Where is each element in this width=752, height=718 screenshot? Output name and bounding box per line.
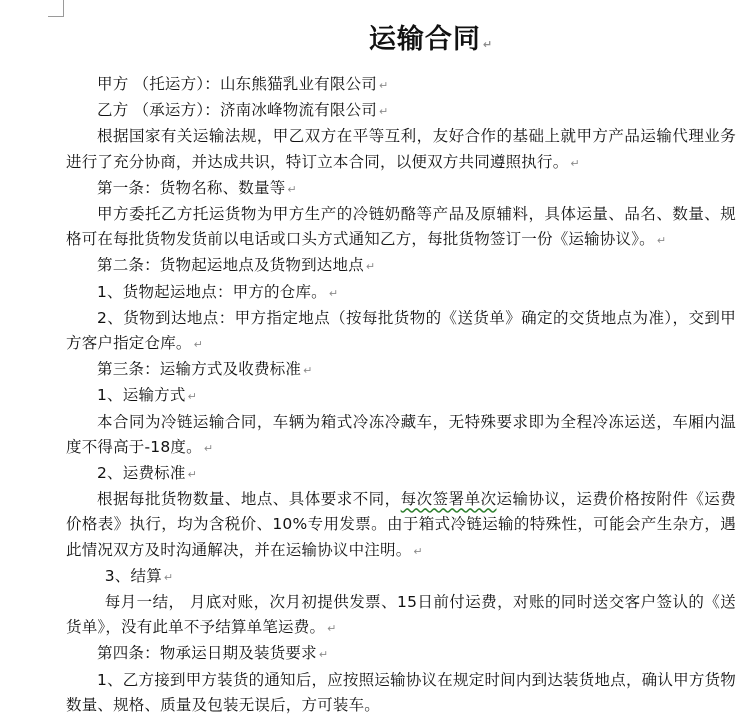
subheading-settlement: 3、结算 ↵ [104,566,174,585]
document-title: 运输合同 ↵ [368,24,494,55]
spellcheck-underline: 每次签署单次 [400,490,497,509]
subheading-transport-method: 1、运输方式 ↵ [97,386,197,405]
paragraph-party-a: 甲方 （托运方）：山东熊猫乳业有限公司 ↵ [97,75,389,93]
paragraph-origin: 1、货物起运地点：甲方的仓库。 ↵ [97,282,339,301]
paragraph-transport-method: 本合同为冷链运输合同，车辆为箱式冷冻冷藏车，无特殊要求即为全程冷冻运送，车厢内温度不得高于-18度。 ↵ [66,412,736,456]
heading-article-3: 第三条：运输方式及收费标准 ↵ [97,360,313,379]
subheading-freight-standard: 2、运费标准 ↵ [97,464,197,483]
heading-article-2: 第二条：货物起运地点及货物到达地点 ↵ [97,256,376,275]
paragraph-party-b: 乙方 （承运方）：济南冰峰物流有限公司 ↵ [97,101,389,120]
paragraph-freight-standard: 根据每批货物数量、地点、具体要求不同，每次签署单次运输协议，运费价格按附件《运费价格表》执行，均为含税价、10%专用发票。由于箱式冷链运输的特殊性，可能会产生杂方，遇此情况双方及时沟通解决，并在运输协议中注明。 ↵ [66,490,736,559]
paragraph-article-1: 甲方委托乙方托运货物为甲方生产的冷链奶酪等产品及原辅料，具体运量、品名、数量、规格可在每批货物发货前以电话或口头方式通知乙方，每批货物签订一份《运输协议》。 ↵ [66,205,736,249]
heading-article-1: 第一条：货物名称、数量等 ↵ [97,178,297,197]
paragraph-loading: 1、乙方接到甲方装货的通知后，应按照运输协议在规定时间内到达装货地点，确认甲方货物数量、规格、质量及包装无误后，方可装车。 [66,670,736,714]
paragraph-destination: 2、货物到达地点：甲方指定地点（按每批货物的《送货单》确定的交货地点为准），交到甲方客户指定仓库。 ↵ [66,308,736,353]
heading-article-4: 第四条：物承运日期及装货要求 ↵ [97,644,329,663]
paragraph-preamble: 根据国家有关运输法规，甲乙双方在平等互利，友好合作的基础上就甲方产品运输代理业务进行了充分协商，并达成共识，特订立本合同，以便双方共同遵照执行。 ↵ [66,127,736,171]
margin-corner-mark [63,0,64,16]
document-body [66,72,736,718]
margin-corner-mark [48,16,64,17]
paragraph-settlement: 每月一结， 月底对账，次月初提供发票、15日前付运费，对账的同时送交客户签认的《送货单》，没有此单不予结算单笔运费。 ↵ [66,593,736,637]
